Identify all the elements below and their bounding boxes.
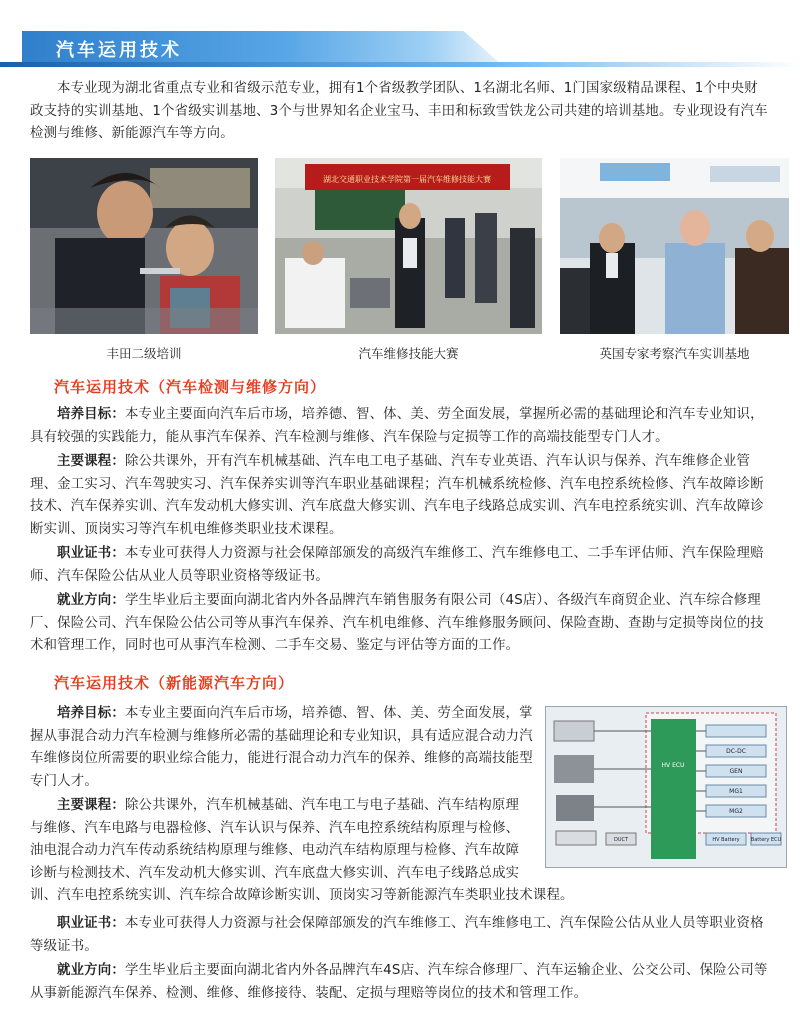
banner-stripe (0, 62, 800, 67)
course-label: 主要课程： (57, 798, 125, 813)
section2-goal (30, 703, 535, 793)
section1-cert (30, 543, 770, 588)
section2-jobs (30, 960, 770, 1005)
section-banner (0, 0, 800, 70)
hybrid-system-diagram (545, 706, 787, 868)
goal-text: 本专业主要面向汽车后市场，培养德、智、体、美、劳全面发展，掌握所必需的基础理论和汽车专业知识，具有较强的实践能力，能从事汽车保养、汽车检测与维修、汽车保险与定损等工作的高端技能型专门人才。 (30, 407, 764, 445)
course-text: 除公共课外，汽车机械基础、汽车电工与电子基础、汽车结构原理与维修、汽车电路与电器检修、汽车认识与保养、汽车电控系统结构原理与检修、油电混合动力汽车传动系统结构原理与维修、电动汽车结构原理与检修、汽车故障诊断与检测技术、汽车发动机大修实训、汽车底盘大修实训、汽车电子线路总成实训、汽车电控系统实训、汽车综合故障诊断实训、顶岗实习等新能源汽车类职业技术课程。 (30, 798, 574, 904)
goal-label: 培养目标： (57, 407, 125, 422)
course-text: 除公共课外，开有汽车机械基础、汽车电工电子基础、汽车专业英语、汽车认识与保养、汽车维修企业管理、金工实习、汽车驾驶实习、汽车保养实训等汽车职业基础课程；汽车机械系统检修、汽车电控系统检修、汽车故障诊断技术、汽车保养实训、汽车发动机大修实训、汽车底盘大修实训、汽车电子线路总成实训、汽车电控系统实训、汽车故障诊断实训、顶岗实习等汽车机电维修类职业技术课程。 (30, 454, 764, 537)
competition-banner-text: 湖北交通职业技术学院第一届汽车维修技能大赛 (323, 175, 491, 184)
photo-caption-training: 丰田二级培训 (106, 346, 182, 361)
course-label: 主要课程： (57, 454, 125, 469)
job-label: 就业方向： (57, 593, 125, 608)
section1-goal (30, 404, 770, 449)
job-text: 学生毕业后主要面向湖北省内外各品牌汽车4S店、汽车综合修理厂、汽车运输企业、公交公司、保险公司等从事新能源汽车保养、检测、维修、维修接待、装配、定损与理赔等岗位的技术和管理工作。 (30, 963, 768, 1001)
goal-label: 培养目标： (57, 706, 125, 721)
goal-text: 本专业主要面向汽车后市场，培养德、智、体、美、劳全面发展，掌握从事混合动力汽车检测与维修所必需的基础理论和专业知识，具有适应混合动力汽车维修岗位所需要的职业综合能力，能进行混合动力汽车的保养、维修的高端技能型专门人才。 (30, 706, 533, 789)
photo-visit (560, 158, 789, 334)
section1-jobs (30, 590, 770, 658)
cert-label: 职业证书： (57, 916, 125, 931)
svg-text:HV Battery: HV Battery (712, 837, 740, 843)
svg-text:Battery ECU: Battery ECU (750, 837, 782, 843)
svg-text:DC-DC: DC-DC (726, 748, 746, 755)
svg-text:DUCT: DUCT (613, 837, 629, 843)
svg-text:HV ECU: HV ECU (661, 762, 685, 769)
intro-paragraph: 本专业现为湖北省重点专业和省级示范专业，拥有1个省级教学团队、1名湖北名师、1门国家级精品课程、1个中央财政支持的实训基地、1个省级实训基地、3个与世界知名企业宝马、丰田和标致雪铁龙公司共建的培训基地。专业现设有汽车检测与维修、新能源汽车等方向。 (30, 81, 768, 142)
page-title: 汽车运用技术 (56, 40, 182, 61)
svg-text:GEN: GEN (729, 768, 743, 775)
section2-cert (30, 913, 770, 958)
photo-caption-visit: 英国专家考察汽车实训基地 (599, 346, 750, 361)
section-heading-maintenance: 汽车运用技术（汽车检测与维修方向） (54, 378, 327, 396)
job-label: 就业方向： (57, 963, 125, 978)
cert-text: 本专业可获得人力资源与社会保障部颁发的汽车维修工、汽车维修电工、汽车保险公估从业人员等职业资格等级证书。 (30, 916, 764, 954)
photo-caption-competition: 汽车维修技能大赛 (358, 346, 459, 361)
cert-label: 职业证书： (57, 546, 125, 561)
section1-courses (30, 451, 770, 541)
cert-text: 本专业可获得人力资源与社会保障部颁发的高级汽车维修工、汽车维修电工、二手车评估师、汽车保险理赔师、汽车保险公估从业人员等职业资格等级证书。 (30, 546, 764, 584)
job-text: 学生毕业后主要面向湖北省内外各品牌汽车销售服务有限公司（4S店）、各级汽车商贸企业、汽车综合修理厂、保险公司、汽车保险公估公司等从事汽车保养、汽车机电维修、汽车维修服务顾问、保险查勘、查勘与定损等岗位的技术和管理工作，同时也可从事汽车检测、二手车交易、鉴定与评估等方面的工作。 (30, 593, 764, 654)
photo-competition (275, 158, 542, 334)
svg-text:MG1: MG1 (729, 788, 743, 795)
svg-text:MG2: MG2 (729, 808, 743, 815)
section-heading-new-energy: 汽车运用技术（新能源汽车方向） (54, 674, 295, 692)
photo-training (30, 158, 258, 334)
